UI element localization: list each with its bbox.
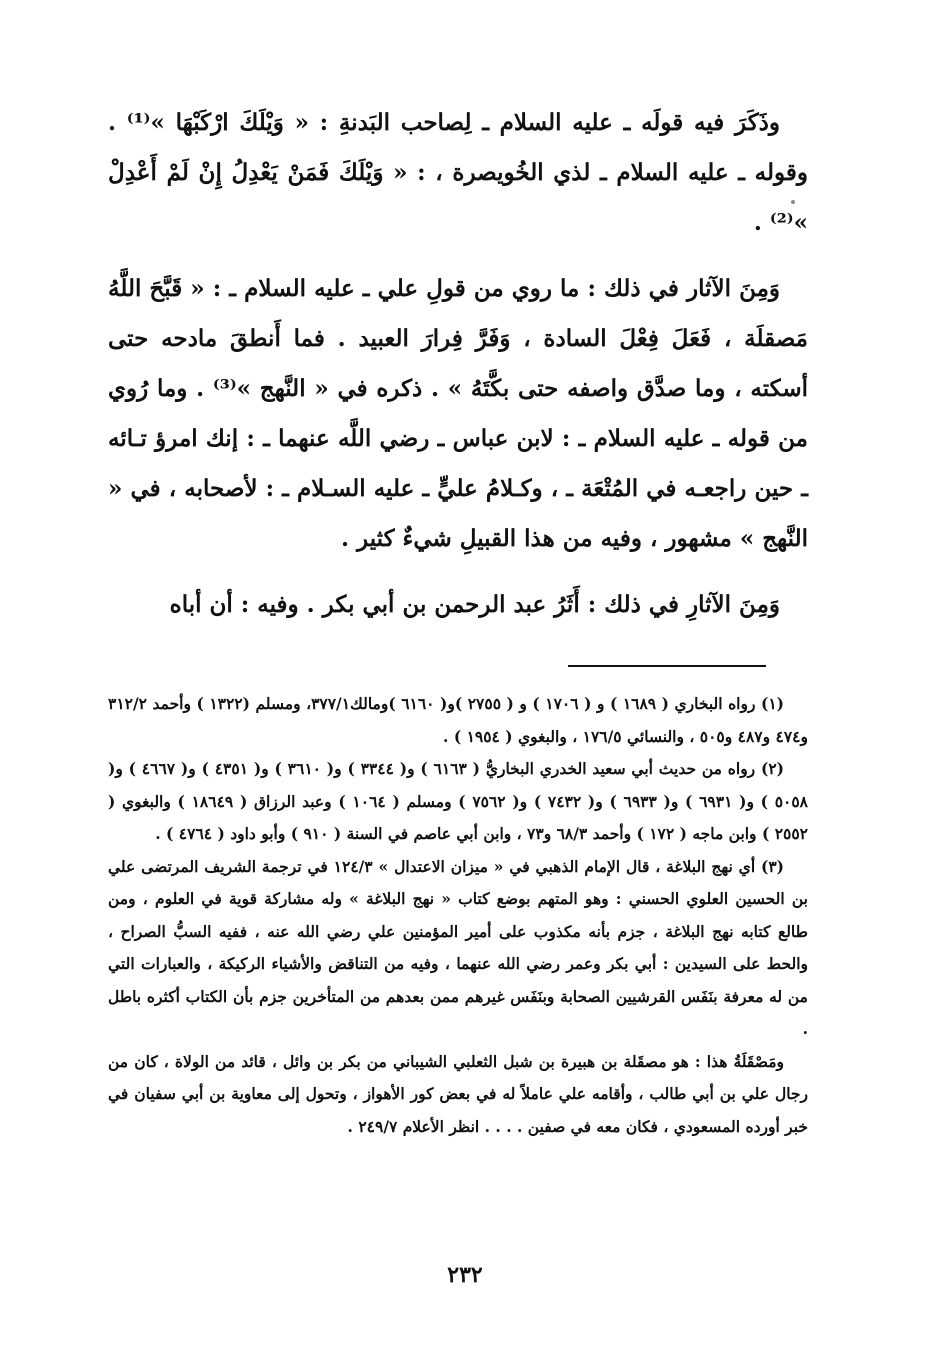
footnotes	[108, 688, 808, 1143]
margin-mark	[791, 200, 795, 204]
paragraph-1: وذَكَرَ فيه قولَه ـ عليه السلام ـ لِصاحب البَدنةِ : « وَيْلَكَ ارْكَبْهَا »⁽¹⁾ . وقوله ـ عليه السلام ـ لذي الخُويصرة ، : « وَيْلَكَ فَمَنْ يَعْدِلُ إِنْ لَمْ أَعْدِلْ »⁽²⁾ .	[108, 109, 808, 236]
paragraph-2: وَمِنَ الآثار في ذلك : ما روي من قولِ علي ـ عليه السلام ـ : « قَبَّحَ اللَّهُ مَصقلَة ، فَعَلَ فِعْلَ السادة ، وَفَرَّ فِرارَ العبيد . فما أَنطقَ مادحه حتى أسكته ، وما صدَّق واصفه حتى بكَّتَهُ » . ذكره في « النَّهج »⁽³⁾ . وما رُوي من قوله ـ عليه السلام ـ : لابن عباس ـ رضي اللَّه عنهما ـ : إنك امرؤ تـائه ـ حين راجعـه في المُتْعَة ـ ، وكـلامُ عليٍّ ـ عليه السـلام ـ : لأصحابه ، في « النَّهج » مشهور ، وفيه من هذا القبيلِ شيءٌ كثير .	[108, 275, 808, 552]
footnote-divider	[568, 665, 766, 667]
footnote-continuation: ومَصْقَلَةُ هذا : هو مصقَلة بن هبيرة بن شبل الثعلبي الشيباني من بكر بن وائل ، قائد من الولاة ، كان من رجال علي بن أبي طالب ، وأقامه علي عاملاً له في بعض كور الأهواز ، وتحول إلى معاوية بن أبي سفيان في خبر أورده المسعودي ، فكان معه في صفين . . . . انظر الأعلام ٢٤٩/٧ .	[108, 1051, 808, 1136]
footnote-3: (٣) أي نهج البلاغة ، قال الإمام الذهبي في « ميزان الاعتدال » ١٢٤/٣ في ترجمة الشريف المرتضى علي بن الحسين العلوي الحسني : وهو المتهم بوضع كتاب « نهج البلاغة » وله مشاركة قوية في العلوم ، ومن طالع كتابه نهج البلاغة ، جزم بأنه مكذوب على أمير المؤمنين علي رضي الله عنه ، ففيه السبُّ الصراح ، والحط على السيدين : أبي بكر وعمر رضي الله عنهما ، وفيه من التناقض والأشياء الركيكة ، والعبارات التي من له معرفة بنَفَس القرشيين الصحابة وبنَفَس غيرهم ممن بعدهم من المتأخرين جزم بأن الكتاب أكثره باطل .	[108, 856, 808, 1038]
paragraph-3: وَمِنَ الآثارِ في ذلك : أَثَرُ عبد الرحمن بن أبي بكر . وفيه : أن أباه	[169, 591, 780, 618]
main-text	[108, 98, 808, 630]
page-number: ٢٣٢	[447, 1262, 483, 1288]
footnote-1: (١) رواه البخاري ( ١٦٨٩ ) و ( ١٧٠٦ ) و ( ٢٧٥٥ )و( ٦١٦٠ )ومالك٣٧٧/١، ومسلم (١٣٢٢ ) وأحمد ٣١٢/٢ و٤٧٤ و٤٨٧ و٥٠٥ ، والنسائي ١٧٦/٥ ، والبغوي ( ١٩٥٤ ) .	[108, 694, 808, 746]
footnote-2: (٢) رواه من حديث أبي سعيد الخدري البخاريُّ ( ٦١٦٣ ) و( ٣٣٤٤ ) و( ٣٦١٠ ) و( ٤٣٥١ ) و( ٤٦٦٧ ) و( ٥٠٥٨ ) و( ٦٩٣١ ) و( ٦٩٣٣ ) و( ٧٤٣٢ ) و( ٧٥٦٢ ) ومسلم ( ١٠٦٤ ) وعبد الرزاق ( ١٨٦٤٩ ) والبغوي ( ٢٥٥٢ ) وابن ماجه ( ١٧٢ ) وأحمد ٦٨/٣ و٧٣ ، وابن أبي عاصم في السنة ( ٩١٠ ) وأبو داود ( ٤٧٦٤ ) .	[108, 759, 808, 843]
